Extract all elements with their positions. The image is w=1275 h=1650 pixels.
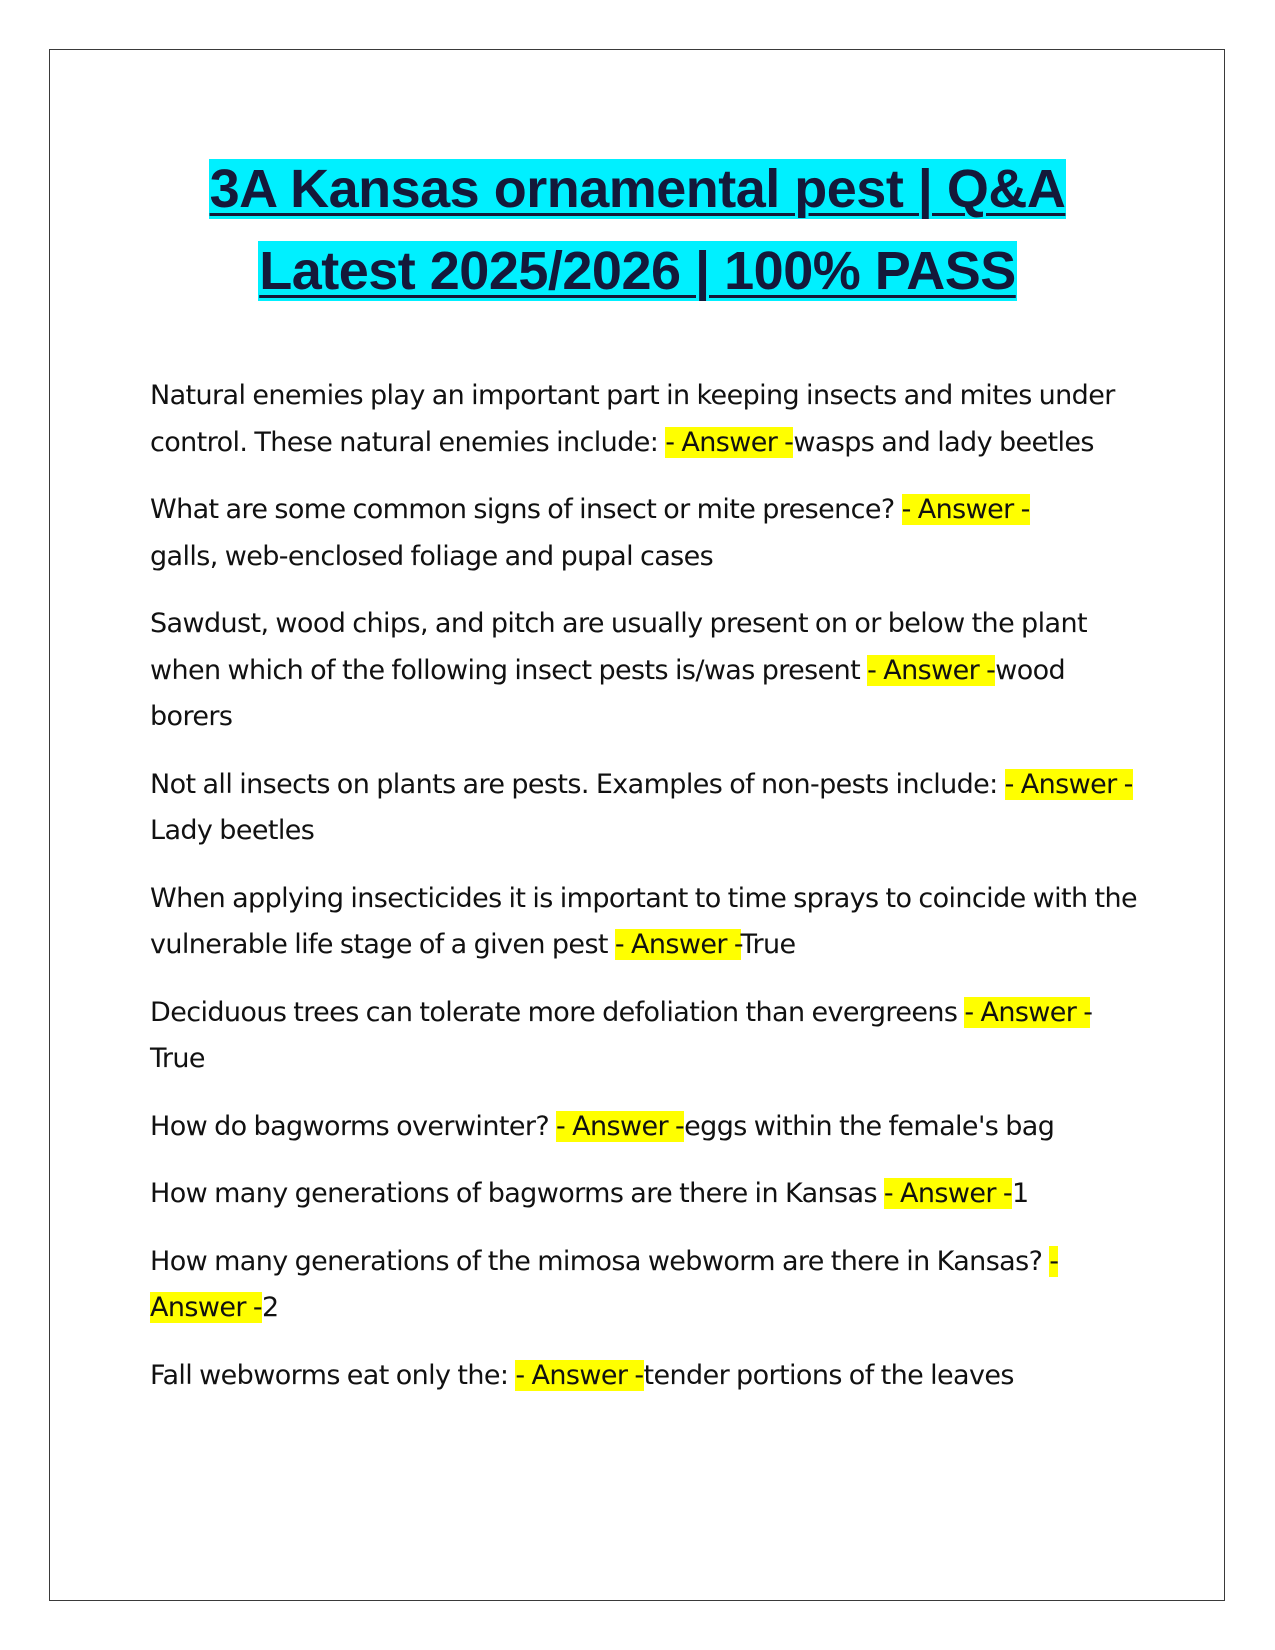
answer-marker: - Answer - (556, 1110, 685, 1142)
answer-text: galls, web-enclosed foliage and pupal cases (150, 540, 714, 572)
question-text: Fall webworms eat only the: (150, 1359, 516, 1391)
document-title (60, 148, 1215, 312)
question-text: How do bagworms overwinter? (150, 1110, 557, 1142)
qa-item (150, 1171, 1140, 1218)
answer-marker: - Answer - (964, 996, 1090, 1028)
answer-marker: - Answer - (867, 654, 996, 686)
qa-item (150, 876, 1140, 969)
answer-text: Lady beetles (150, 815, 315, 846)
title-line-1: 3A Kansas ornamental pest | Q&A (209, 159, 1066, 219)
question-text: Sawdust, wood chips, and pitch are usually present on or below the plant when which of the following insect pests is/was present (150, 608, 1087, 686)
answer-text: eggs within the female's bag (684, 1110, 1055, 1142)
qa-item (150, 1353, 1140, 1400)
answer-marker: - Answer - (901, 494, 1030, 525)
answer-marker: - Answer - (150, 1245, 1059, 1323)
answer-marker: - Answer - (883, 1178, 1013, 1209)
qa-list (150, 373, 1140, 1420)
question-text: How many generations of bagworms are there in Kansas (150, 1178, 884, 1209)
title-line-2: Latest 2025/2026 | 100% PASS (259, 241, 1016, 301)
question-text: Natural enemies play an important part in keeping insects and mites under control. These natural enemies include: (150, 380, 1115, 458)
question-text: Not all insects on plants are pests. Examples of non-pests include: (150, 768, 1005, 800)
qa-item (150, 762, 1140, 855)
qa-item (150, 373, 1140, 466)
answer-text: True (740, 929, 796, 960)
answer-text: tender portions of the leaves (643, 1359, 1014, 1391)
question-text: What are some common signs of insect or mite presence? (150, 494, 902, 525)
answer-text: 1 (1012, 1178, 1029, 1209)
answer-marker: - Answer - (665, 426, 794, 458)
qa-item (150, 601, 1140, 741)
qa-item (150, 487, 1140, 580)
answer-text: wasps and lady beetles (793, 426, 1094, 458)
answer-marker: - Answer - (1004, 768, 1133, 800)
answer-marker: - Answer - (515, 1359, 644, 1391)
question-text: Deciduous trees can tolerate more defoliation than evergreens (150, 996, 965, 1028)
qa-item (150, 1239, 1140, 1332)
answer-text: 2 (261, 1292, 279, 1323)
question-text: How many generations of the mimosa webworm are there in Kansas? (150, 1245, 1050, 1277)
qa-item (150, 1104, 1140, 1151)
question-text: When applying insecticides it is important to time sprays to coincide with the vulnerable life stage of a given pest (150, 882, 1137, 960)
answer-marker: - Answer - (614, 929, 741, 960)
answer-text: True (150, 1043, 205, 1074)
answer-text: wood borers (150, 654, 1066, 732)
qa-item (150, 990, 1140, 1083)
